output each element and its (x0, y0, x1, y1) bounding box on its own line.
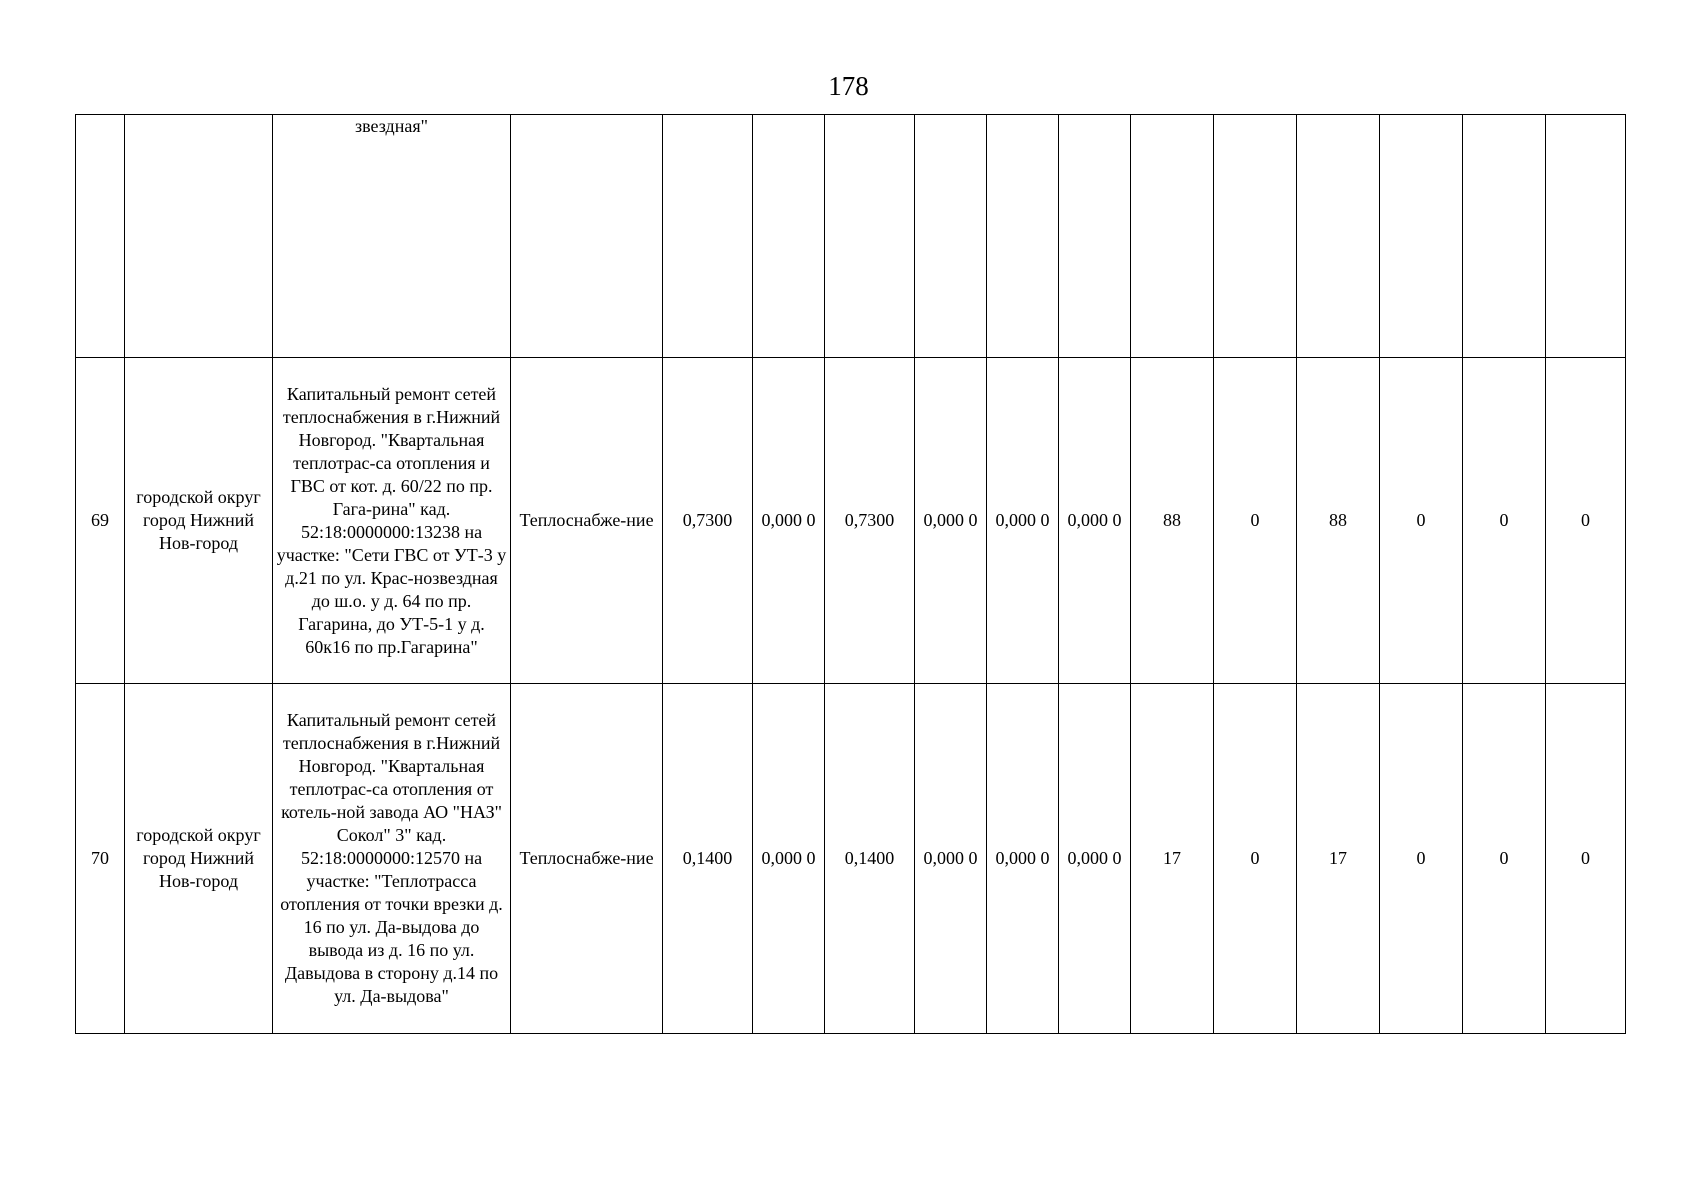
cell-municipality (125, 115, 273, 358)
table-row (76, 684, 1626, 1034)
cell-v6: 0,000 0 (1059, 358, 1131, 684)
cell-description: звездная" (273, 115, 511, 358)
cell-v5 (987, 115, 1059, 358)
cell-v9: 17 (1297, 684, 1380, 1034)
cell-v8: 0 (1214, 684, 1297, 1034)
cell-v5: 0,000 0 (987, 684, 1059, 1034)
cell-v1: 0,7300 (663, 358, 753, 684)
page-number: 178 (828, 71, 869, 101)
cell-v3 (825, 115, 915, 358)
cell-type: Теплоснабже-ние (511, 358, 663, 684)
cell-municipality: городской округ город Нижний Нов-город (125, 684, 273, 1034)
cell-v4: 0,000 0 (915, 358, 987, 684)
table-row-continuation (76, 115, 1626, 358)
cell-v1 (663, 115, 753, 358)
cell-v7: 17 (1131, 684, 1214, 1034)
cell-v8: 0 (1214, 358, 1297, 684)
cell-num: 70 (76, 684, 125, 1034)
cell-v2 (753, 115, 825, 358)
cell-v11 (1463, 115, 1546, 358)
cell-v11: 0 (1463, 684, 1546, 1034)
cell-v9: 88 (1297, 358, 1380, 684)
cell-v3: 0,1400 (825, 684, 915, 1034)
cell-v2: 0,000 0 (753, 358, 825, 684)
cell-v4: 0,000 0 (915, 684, 987, 1034)
cell-v5: 0,000 0 (987, 358, 1059, 684)
cell-description: Капитальный ремонт сетей теплоснабжения в г.Нижний Новгород. "Квартальная теплотрас-са отопления от котель-ной завода АО "НАЗ" Сокол" 3" кад. 52:18:0000000:12570 на участке: "Теплотрасса отопления от точки врезки д. 16 по ул. Да-выдова до вывода из д. 16 по ул. Давыдова в сторону д.14 по ул. Да-выдова" (273, 684, 511, 1034)
cell-v8 (1214, 115, 1297, 358)
works-table (75, 114, 1626, 1034)
cell-num (76, 115, 125, 358)
cell-v12: 0 (1546, 684, 1626, 1034)
cell-v9 (1297, 115, 1380, 358)
cell-v1: 0,1400 (663, 684, 753, 1034)
cell-v10: 0 (1380, 358, 1463, 684)
cell-v2: 0,000 0 (753, 684, 825, 1034)
cell-v6: 0,000 0 (1059, 684, 1131, 1034)
cell-v10 (1380, 115, 1463, 358)
cell-v6 (1059, 115, 1131, 358)
cell-v12 (1546, 115, 1626, 358)
table-row (76, 358, 1626, 684)
cell-v4 (915, 115, 987, 358)
cell-type: Теплоснабже-ние (511, 684, 663, 1034)
cell-v10: 0 (1380, 684, 1463, 1034)
cell-municipality: городской округ город Нижний Нов-город (125, 358, 273, 684)
cell-v7: 88 (1131, 358, 1214, 684)
cell-v7 (1131, 115, 1214, 358)
cell-type (511, 115, 663, 358)
cell-v11: 0 (1463, 358, 1546, 684)
cell-description: Капитальный ремонт сетей теплоснабжения в г.Нижний Новгород. "Квартальная теплотрас-са отопления и ГВС от кот. д. 60/22 по пр. Гага-рина" кад. 52:18:0000000:13238 на участке: "Сети ГВС от УТ-3 у д.21 по ул. Крас-нозвездная до ш.о. у д. 64 по пр. Гагарина, до УТ-5-1 у д. 60к16 по пр.Гагарина" (273, 358, 511, 684)
cell-v3: 0,7300 (825, 358, 915, 684)
cell-num: 69 (76, 358, 125, 684)
cell-v12: 0 (1546, 358, 1626, 684)
